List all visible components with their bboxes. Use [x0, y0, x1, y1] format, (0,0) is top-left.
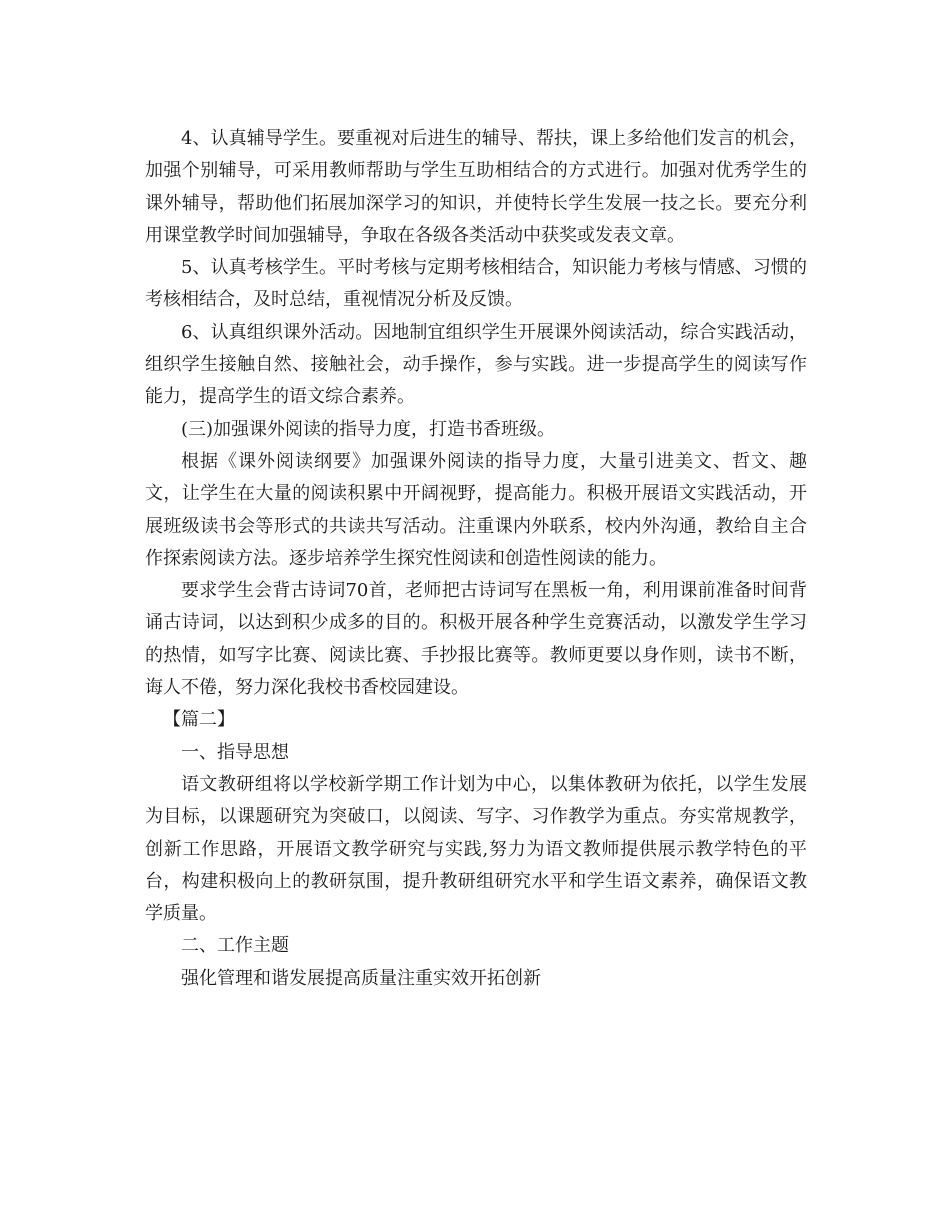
- paragraph-work-theme: 强化管理和谐发展提高质量注重实效开拓创新: [181, 967, 541, 989]
- section-heading-reading: (三)加强课外阅读的指导力度，打造书香班级。: [181, 418, 556, 440]
- paragraph-ideology: 语文教研组将以学校新学期工作计划为中心，以集体教研为依托，以学生发展为目标，以课题研究为突破口，以阅读、写字、习作教学为重点。夯实常规教学，创新工作思路，开展语文教学研究与实践,努力为语文教师提供展示教学特色的平台，构建积极向上的教研氛围，提升教研组研究水平和学生语文素养，确保语文教学质量。: [145, 773, 807, 925]
- document-body: [145, 123, 807, 995]
- heading-work-theme: 二、工作主题: [181, 935, 289, 957]
- heading-guiding-ideology: 一、指导思想: [181, 741, 289, 763]
- paragraph-poetry: 要求学生会背古诗词70首，老师把古诗词写在黑板一角，利用课前准备时间背诵古诗词，以达到积少成多的目的。积极开展各种学生竞赛活动，以激发学生学习的热情，如写字比赛、阅读比赛、手抄报比赛等。教师更要以身作则，读书不断，诲人不倦，努力深化我校书香校园建设。: [145, 580, 807, 699]
- paragraph-assessment: 5、认真考核学生。平时考核与定期考核相结合，知识能力考核与情感、习惯的考核相结合，及时总结，重视情况分析及反馈。: [145, 257, 807, 311]
- part-two-heading: 【篇二】: [163, 709, 235, 731]
- paragraph-tutoring: 4、认真辅导学生。要重视对后进生的辅导、帮扶，课上多给他们发言的机会，加强个别辅导，可采用教师帮助与学生互助相结合的方式进行。加强对优秀学生的课外辅导，帮助他们拓展加深学习的知识，并使特长学生发展一技之长。要充分利用课堂教学时间加强辅导，争取在各级各类活动中获奖或发表文章。: [145, 128, 807, 246]
- paragraph-extracurricular: 6、认真组织课外活动。因地制宜组织学生开展课外阅读活动，综合实践活动，组织学生接触自然、接触社会，动手操作，参与实践。进一步提高学生的阅读写作能力，提高学生的语文综合素养。: [145, 321, 807, 408]
- paragraph-reading-guidance: 根据《课外阅读纲要》加强课外阅读的指导力度，大量引进美文、哲文、趣文，让学生在大量的阅读积累中开阔视野，提高能力。积极开展语文实践活动，开展班级读书会等形式的共读共写活动。注重课内外联系，校内外沟通，教给自主合作探索阅读方法。逐步培养学生探究性阅读和创造性阅读的能力。: [145, 450, 807, 569]
